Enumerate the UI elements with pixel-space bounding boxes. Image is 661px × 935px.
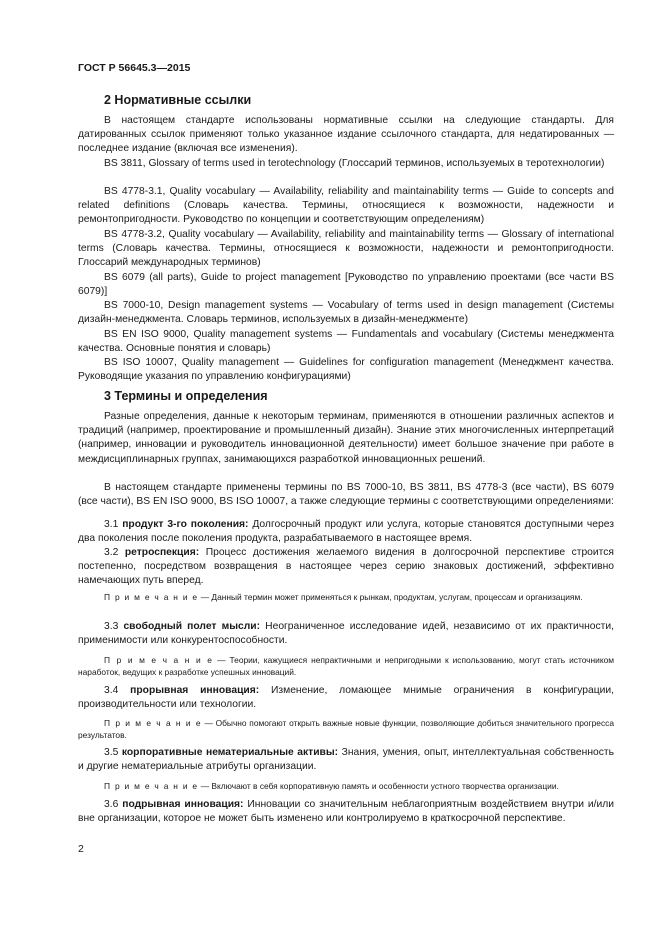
- document-header: ГОСТ Р 56645.3—2015: [78, 62, 191, 74]
- note-text: — Включают в себя корпоративную память и особенности устного творчества организации.: [200, 781, 559, 791]
- term-definition: Неограниченное исследование идей, независимо от их практичности, применимости или конкурентоспособности.: [78, 621, 614, 647]
- term-number: 3.4: [104, 685, 119, 696]
- section-2-intro: В настоящем стандарте использованы нормативные ссылки на следующие стандарты. Для датированных ссылок применяют только указанное издание ссылочного стандарта, для недатированных — последнее издание (включая все изменения).: [78, 115, 614, 155]
- term-3-2: [78, 546, 614, 589]
- term-3-1: [78, 518, 614, 546]
- section-3-paragraph-2: В настоящем стандарте применены термины по BS 7000-10, BS 3811, BS 4778-3 (все части), BS 6079 (все части), BS EN ISO 9000, BS ISO 10007, а также следующие термины с соответствующими определениями:: [78, 482, 614, 508]
- term-3-5: [78, 746, 614, 774]
- ref-bs-iso-10007: BS ISO 10007, Quality management — Guidelines for configuration management (Менеджмент качества. Руководящие указания по управлению конфигурациями): [78, 357, 614, 383]
- note-3-2: [78, 591, 614, 603]
- term-definition: Знания, умения, опыт, интеллектуальная собственность и другие нематериальные атрибуты организации.: [78, 747, 614, 773]
- ref-bs4778-3-1: BS 4778-3.1, Quality vocabulary — Availability, reliability and maintainability terms — Guide to concepts and related definitions (Словарь качества. Термины, относящиеся к возможности, надежности и ремонтопригодности. Руководство по концепции и соответствующим определениям): [78, 186, 614, 226]
- term-title: прорывная инновация:: [130, 685, 260, 696]
- note-label: П р и м е ч а н и е: [104, 781, 199, 791]
- term-definition: Изменение, ломающее мнимые ограничения в конфигурации, производительности или технологии.: [78, 685, 614, 711]
- note-3-3: [78, 654, 614, 679]
- term-number: 3.5: [104, 747, 119, 758]
- note-label: П р и м е ч а н и е: [104, 655, 214, 665]
- term-definition: Долгосрочный продукт или услуга, которые становятся доступными через два поколения после поколения продукта, разрабатываемого в настоящее время.: [78, 519, 614, 545]
- section-3-heading: 3 Термины и определения: [104, 389, 268, 403]
- term-title: подрывная инновация:: [122, 799, 244, 810]
- term-number: 3.1: [104, 519, 119, 530]
- term-definition: Процесс достижения желаемого видения в долгосрочной перспективе строится постепенно, посредством возвращения в настоящее через серию знаковых достижений, эффективно намечающих путь вперед.: [78, 547, 614, 587]
- ref-bs4778-3-2: BS 4778-3.2, Quality vocabulary — Availability, reliability and maintainability terms — Glossary of international terms (Словарь качества. Термины, относящиеся к возможности, надежности и ремонтопригодности. Глоссарий международных терминов): [78, 229, 614, 269]
- note-label: П р и м е ч а н и е: [104, 592, 199, 602]
- term-title: свободный полет мысли:: [123, 621, 261, 632]
- term-number: 3.2: [104, 547, 119, 558]
- ref-bs6079: BS 6079 (all parts), Guide to project management [Руководство по управлению проектами (все части BS 6079)]: [78, 272, 614, 298]
- note-3-4: [78, 717, 614, 742]
- term-title: продукт 3-го поколения:: [122, 519, 249, 530]
- section-3-paragraph-1: Разные определения, данные к некоторым терминам, применяются в отношении различных аспектов и традиций (например, проектирование и промышленный дизайн). Знание этих многочисленных интерпретаций (например, инновации и руководитель инновационной деятельности) имеет большое значение при работе в междисциплинарных группах, занимающихся разработкой инновационных решений.: [78, 411, 614, 465]
- ref-bs-en-iso-9000: BS EN ISO 9000, Quality management systems — Fundamentals and vocabulary (Системы менеджмента качества. Основные понятия и словарь): [78, 329, 614, 355]
- term-number: 3.6: [104, 799, 119, 810]
- term-definition: Инновации со значительным неблагоприятным воздействием внутри и/или вне организации, которое не может быть изменено или контролируемо в краткосрочной перспективе.: [78, 799, 614, 825]
- note-text: — Данный термин может применяться к рынкам, продуктам, услугам, процессам и организациям.: [200, 592, 583, 602]
- note-3-5: [78, 780, 614, 792]
- term-title: корпоративные нематериальные активы:: [121, 747, 339, 758]
- term-3-4: [78, 684, 614, 712]
- note-text: — Обычно помогают открыть важные новые функции, позволяющие добиться значительного прогресса результатов.: [78, 718, 614, 741]
- term-number: 3.3: [104, 621, 119, 632]
- term-3-3: [78, 620, 614, 648]
- ref-bs3811: BS 3811, Glossary of terms used in terotechnology (Глоссарий терминов, используемых в теротехнологии): [104, 158, 605, 169]
- note-label: П р и м е ч а н и е: [104, 718, 202, 728]
- section-2-heading: 2 Нормативные ссылки: [104, 93, 252, 107]
- ref-bs7000-10: BS 7000-10, Design management systems — Vocabulary of terms used in design management (Системы дизайн-менеджмента. Словарь терминов, используемых в дизайн-менеджменте): [78, 300, 614, 326]
- term-3-6: [78, 798, 614, 826]
- page-number: 2: [78, 843, 84, 855]
- term-title: ретроспекция:: [124, 547, 200, 558]
- note-text: — Теории, кажущиеся непрактичными и непригодными к использованию, могут стать источником наработок, ведущих к разработке успешных инноваций.: [78, 655, 615, 678]
